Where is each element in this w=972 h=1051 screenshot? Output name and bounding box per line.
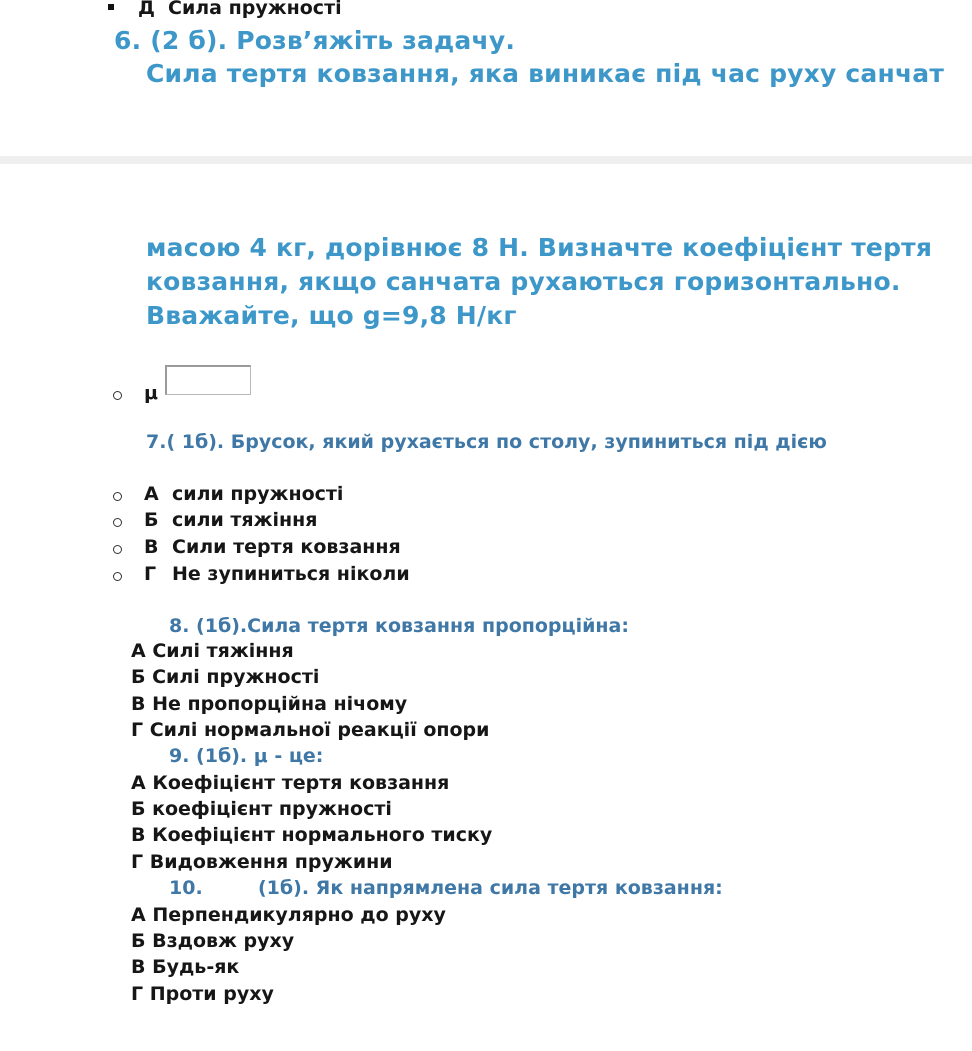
- q6-line4: Вважайте, що g=9,8 Н/кг: [146, 301, 517, 330]
- q6-title: 6. (2 б). Розв’яжіть задачу.: [114, 26, 516, 55]
- q10-option-d: Г Проти руху: [131, 983, 274, 1005]
- q9-title: 9. (1б). μ - це:: [169, 745, 324, 767]
- circle-bullet-icon: [113, 492, 122, 501]
- circle-bullet-icon: [113, 391, 122, 400]
- q10-option-c: В Будь-як: [131, 956, 240, 978]
- circle-bullet-icon: [113, 518, 122, 527]
- option-d-letter: Д: [138, 0, 155, 19]
- q7-option-c-text: Сили тертя ковзання: [172, 536, 401, 558]
- q8-option-c: В Не пропорційна нічому: [131, 693, 408, 715]
- q9-option-c: В Коефіцієнт нормального тиску: [131, 824, 493, 846]
- q7-option-d-letter: Г: [144, 563, 157, 585]
- q6-answer-field[interactable]: [165, 365, 251, 395]
- q10-option-a: А Перпендикулярно до руху: [131, 904, 446, 926]
- q10-option-b: Б Вздовж руху: [131, 930, 295, 952]
- q7-title: 7.( 1б). Брусок, який рухається по столу, зупиниться під дією: [146, 431, 827, 453]
- q8-option-d: Г Силі нормальної реакції опори: [131, 719, 490, 741]
- page-divider: [0, 156, 972, 164]
- q7-option-c-letter: В: [144, 536, 159, 558]
- q6-line3: ковзання, якщо санчата рухаються горизонтально.: [146, 267, 901, 296]
- q9-option-b: Б коефіцієнт пружності: [131, 798, 392, 820]
- circle-bullet-icon: [113, 545, 122, 554]
- q9-option-d: Г Видовження пружини: [131, 851, 393, 873]
- q7-option-d-text: Не зупиниться ніколи: [172, 563, 410, 585]
- q9-option-a: А Коефіцієнт тертя ковзання: [131, 772, 450, 794]
- q7-option-b-letter: Б: [144, 509, 159, 531]
- q10-number: 10.: [169, 877, 203, 899]
- q6-answer-label: μ: [144, 382, 158, 404]
- q8-title: 8. (1б).Сила тертя ковзання пропорційна:: [169, 615, 629, 637]
- option-d-text: Сила пружності: [168, 0, 342, 19]
- q7-option-a-letter: А: [144, 483, 159, 505]
- q7-option-b-text: сили тяжіння: [172, 509, 318, 531]
- q10-title: (1б). Як напрямлена сила тертя ковзання:: [258, 877, 723, 899]
- q8-option-b: Б Силі пружності: [131, 666, 320, 688]
- q8-option-a: А Силі тяжіння: [131, 640, 294, 662]
- q6-line1: Сила тертя ковзання, яка виникає під час руху санчат: [146, 59, 945, 88]
- circle-bullet-icon: [113, 572, 122, 581]
- q7-option-a-text: сили пружності: [172, 483, 344, 505]
- q6-line2: масою 4 кг, дорівнює 8 Н. Визначте коефіцієнт тертя: [146, 233, 933, 262]
- square-bullet-icon: [108, 4, 114, 10]
- q6-answer-input[interactable]: [167, 367, 250, 394]
